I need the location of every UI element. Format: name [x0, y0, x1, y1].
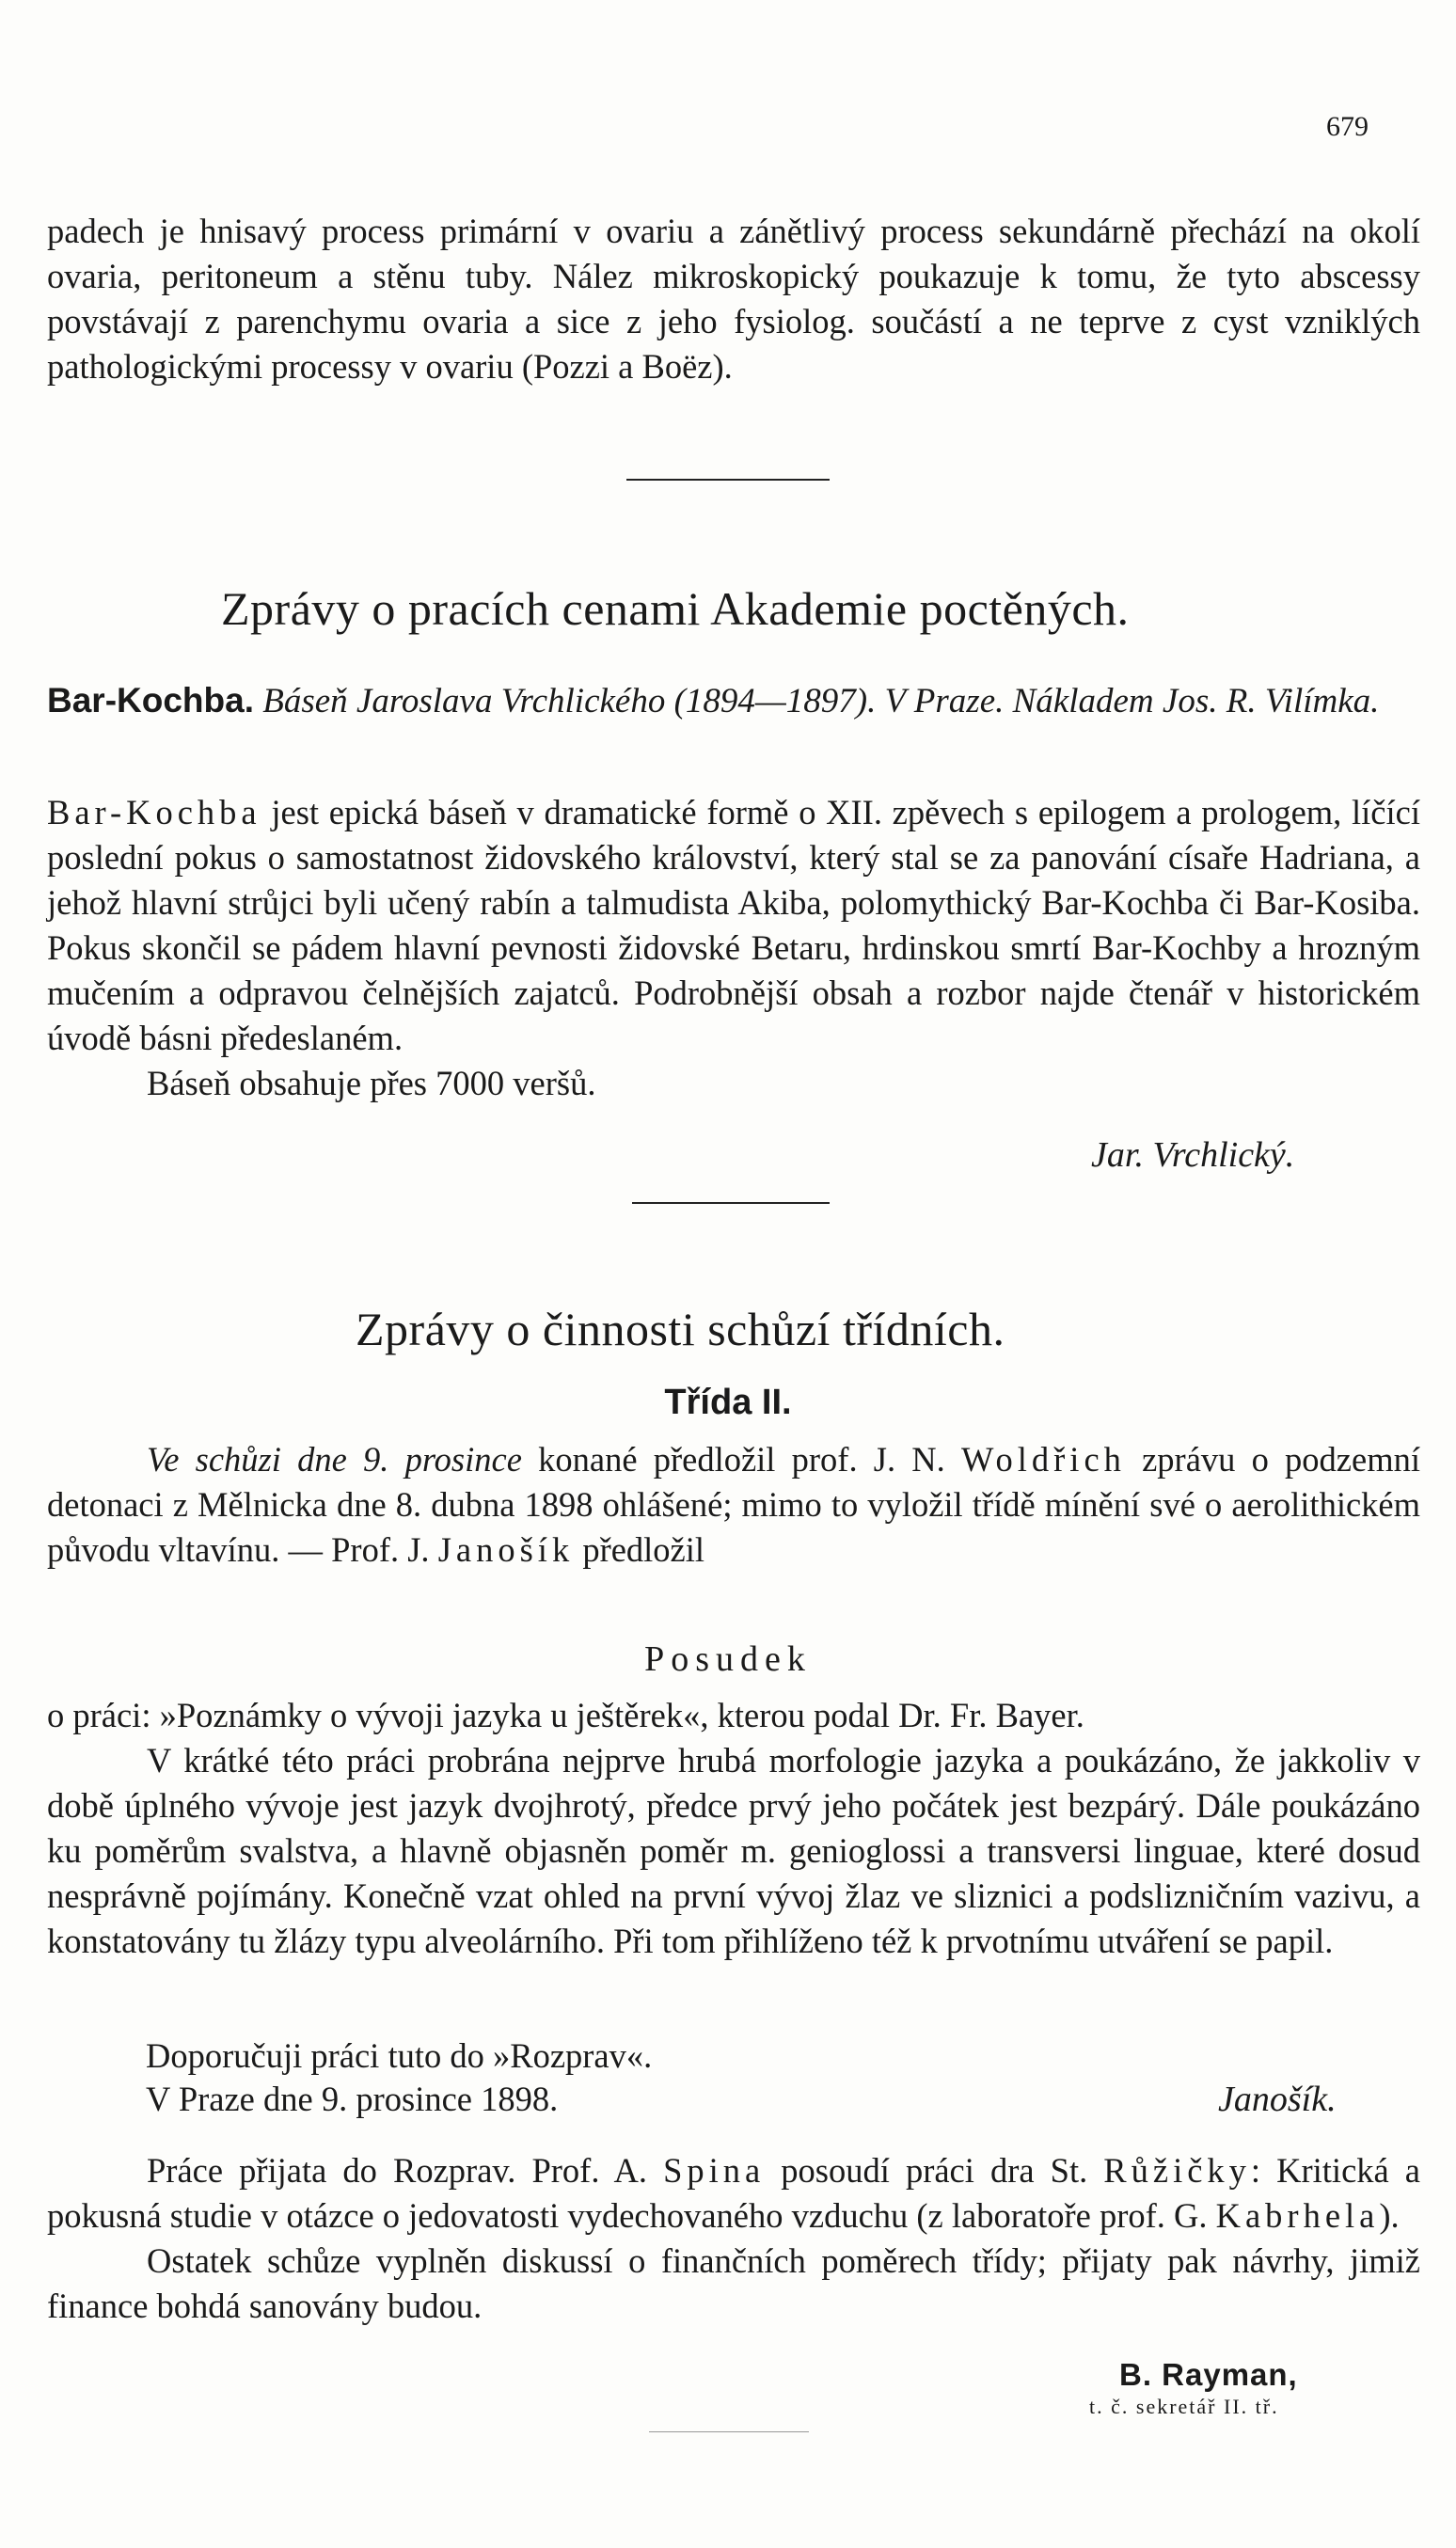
meeting-text: zprávu o podzemní detonaci z Mělnicka dne 8. dubna 1898 ohlášené; mimo to vyložil třídě mínění své o aerolithickém původu vltavínu. — Prof. J. — [47, 1440, 1420, 1569]
section-heading-meetings: Zprávy o činnosti schůzí třídních. — [356, 1303, 1005, 1355]
review-text: V krátké této práci probrána nejprve hrubá morfologie jazyka a poukázáno, že jakkoliv v době úplného vývoje jest jazyk dvojhrotý, předce prvý jeho počátek jest bezpárý. Dále poukázáno ku poměrům svalstva, a hlavně objasněn poměr m. genioglossi a transversi linguae, které dosud nesprávně pojímány. Konečně vzat ohled na první vývoj žlaz ve sliznici a podslizničním vazivu, a konstatovány tu žlázy typu alveolárního. Při tom přihlíženo též k prvotnímu utváření se papil. — [47, 1741, 1420, 1960]
meeting-text: předložil — [574, 1530, 705, 1569]
book-summary-text: jest epická báseň v dramatické formě o XII. zpěvech s epilogem a prologem, líčící poslední pokus o samostatnost židovského království, který stal se za panování císaře Hadriana, a jehož hlavní strůjci byli učený rabín a talmudista Akiba, polomythický Bar-Kochba či Bar-Kosiba. Pokus skončil se pádem hlavní pevnosti židovské Betaru, hrdinskou smrtí Bar-Kochby a hrozným mučením a odpravou čelnějších zajatců. Podrobnější obsah a rozbor najde čtenář v historickém úvodě básni předeslaném. — [47, 793, 1420, 1057]
person-spina: Spina — [663, 2151, 766, 2190]
person-woldrich: Woldřich — [960, 1440, 1126, 1479]
accepted-text: ). — [1379, 2196, 1400, 2235]
meeting-rest: Ostatek schůze vyplněn diskussí o finančních poměrech třídy; přijaty pak návrhy, jimiž finance bohdá sanovány budou. — [47, 2241, 1420, 2325]
page-number: 679 — [1326, 111, 1369, 142]
book-title: Bar-Kochba. — [47, 681, 254, 720]
section-divider — [626, 479, 830, 481]
review-body — [47, 1693, 1420, 1964]
meeting-text: konané předložil prof. J. N. — [521, 1440, 961, 1479]
reviewer-signature: Janošík. — [1218, 2080, 1337, 2119]
secretary-name: B. Rayman, — [1119, 2357, 1298, 2392]
meeting-closing — [47, 2148, 1420, 2329]
book-reference — [47, 677, 1420, 725]
meeting-report — [47, 1437, 1420, 1573]
review-recommendation: Doporučuji práci tuto do »Rozprav«. — [146, 2036, 653, 2075]
review-place-date: V Praze dne 9. prosince 1898. — [146, 2080, 559, 2118]
accepted-paper — [47, 2148, 1420, 2239]
book-subtitle: Báseň Jaroslava Vrchlického (1894—1897). V Praze. Nákladem Jos. R. Vilímka. — [262, 682, 1380, 720]
meeting-date: Ve schůzi dne 9. prosince — [147, 1440, 522, 1479]
person-janosik: Janošík — [437, 1530, 575, 1569]
class-title: Třída II. — [664, 1383, 792, 1422]
book-summary — [47, 790, 1420, 1061]
book-name-spaced: Bar-Kochba — [47, 793, 261, 831]
book-verses: Báseň obsahuje přes 7000 veršů. — [147, 1064, 596, 1102]
review-heading: Posudek — [644, 1639, 812, 1679]
person-kabrhel: Kabrhela — [1215, 2196, 1380, 2235]
secretary-title: t. č. sekretář II. tř. — [1089, 2395, 1279, 2418]
intro-paragraph: padech je hnisavý process primární v ovariu a zánětlivý process sekundárně přechází na okolí ovaria, peritoneum a stěnu tuby. Nález mikroskopický poukazuje k tomu, že tyto abscessy povstávají z parenchymu ovaria a sice z jeho fysiolog. součástí a ne teprve z cyst vzniklých pathologickými processy v ovariu (Pozzi a Boëz). — [47, 212, 1420, 386]
person-ruzicka: Růžičky — [1103, 2151, 1251, 2190]
accepted-text: posoudí práci dra St. — [765, 2151, 1104, 2190]
book-description — [47, 790, 1420, 1106]
accepted-text: Práce přijata do Rozprav. Prof. A. — [147, 2151, 664, 2190]
section-heading-awards: Zprávy o pracích cenami Akademie poctěných. — [221, 582, 1130, 635]
review-intro: o práci: »Poznámky o vývoji jazyka u ještěrek«, kterou podal Dr. Fr. Bayer. — [47, 1696, 1084, 1734]
accepted-text: : Kritická a pokusná studie v otázce o jedovatosti vydechovaného vzduchu (z laboratoře prof. G. — [47, 2151, 1420, 2235]
author-signature: Jar. Vrchlický. — [1091, 1135, 1295, 1175]
footer-divider — [649, 2431, 809, 2432]
section-divider — [632, 1202, 830, 1204]
